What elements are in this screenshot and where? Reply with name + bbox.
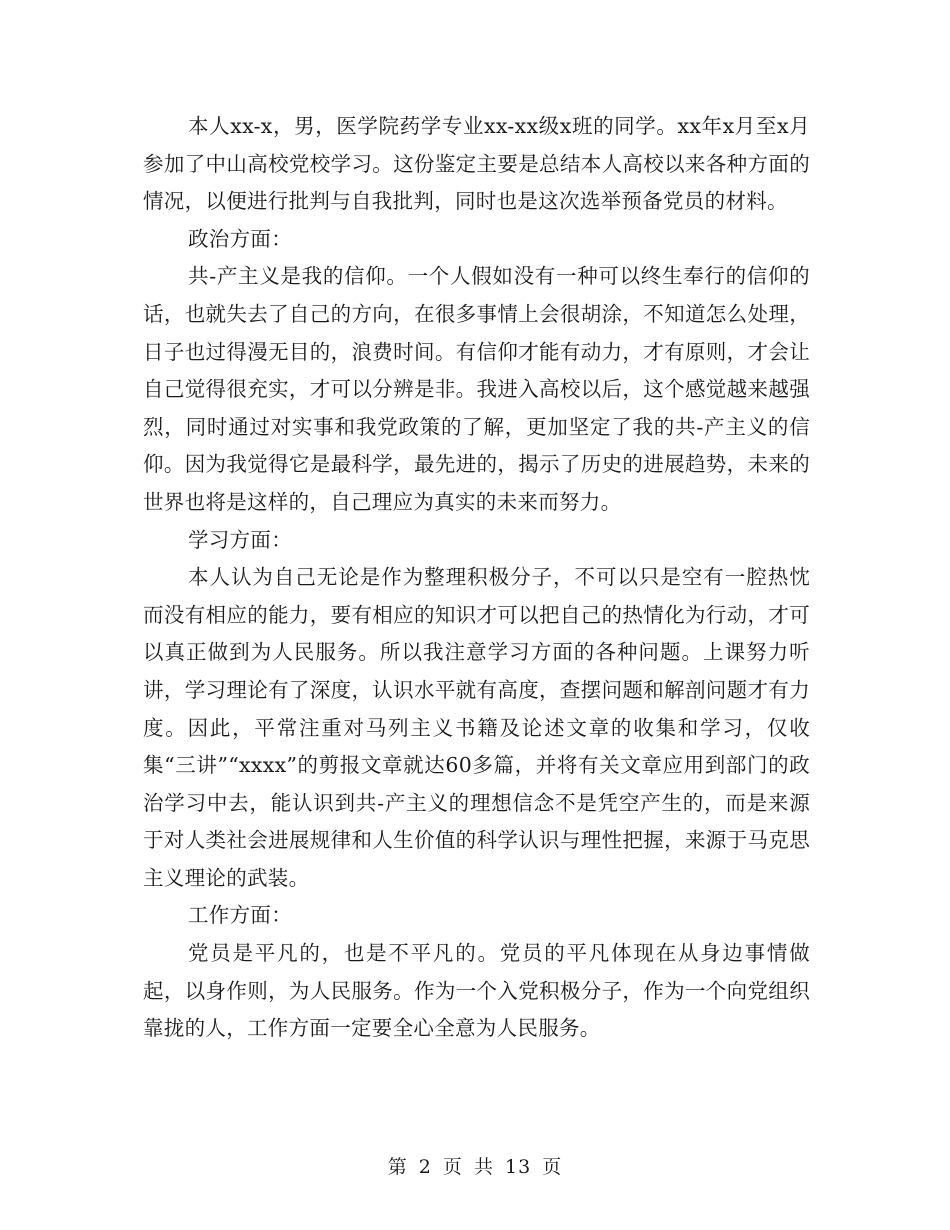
section-heading-study: 学习方面： bbox=[188, 527, 292, 552]
section-heading-politics: 政治方面： bbox=[188, 226, 292, 251]
politics-paragraph: 共-产主义是我的信仰。一个人假如没有一种可以终生奉行的信仰的话，也就失去了自己的方向，在很多事情上会很胡涂，不知道怎么处理，日子也过得漫无目的，浪费时间。有信仰才能有动力，才有原则，才会让自己觉得很充实，才可以分辨是非。我进入高校以后，这个感觉越来越强烈，同时通过对实事和我党政策的了解，更加坚定了我的共-产主义的信仰。因为我觉得它是最科学，最先进的，揭示了历史的进展趋势，未来的世界也将是这样的，自己理应为真实的未来而努力。 bbox=[143, 264, 810, 514]
document-body bbox=[143, 108, 810, 1048]
study-paragraph: 本人认为自己无论是作为整理积极分子，不可以只是空有一腔热忱而没有相应的能力，要有相应的知识才可以把自己的热情化为行动，才可以真正做到为人民服务。所以我注意学习方面的各种问题。上课努力听讲，学习理论有了深度，认识水平就有高度，查摆问题和解剖问题才有力度。因此，平常注重对马列主义书籍及论述文章的收集和学习，仅收集“三讲”“xxxx”的剪报文章就达60多篇，并将有关文章应用到部门的政治学习中去，能认识到共-产主义的理想信念不是凭空产生的，而是来源于对人类社会进展规律和人生价值的科学认识与理性把握，来源于马克思主义理论的武装。 bbox=[143, 565, 810, 890]
intro-paragraph: 本人xx-x，男，医学院药学专业xx-xx级x班的同学。xx年x月至x月参加了中山高校党校学习。这份鉴定主要是总结本人高校以来各种方面的情况，以便进行批判与自我批判，同时也是这次选举预备党员的材料。 bbox=[143, 114, 810, 214]
work-paragraph: 党员是平凡的，也是不平凡的。党员的平凡体现在从身边事情做起，以身作则，为人民服务。作为一个入党积极分子，作为一个向党组织靠拢的人，工作方面一定要全心全意为人民服务。 bbox=[143, 941, 810, 1041]
section-heading-work: 工作方面： bbox=[188, 903, 292, 928]
page-number-footer: 第 2 页 共 13 页 bbox=[387, 1156, 563, 1178]
